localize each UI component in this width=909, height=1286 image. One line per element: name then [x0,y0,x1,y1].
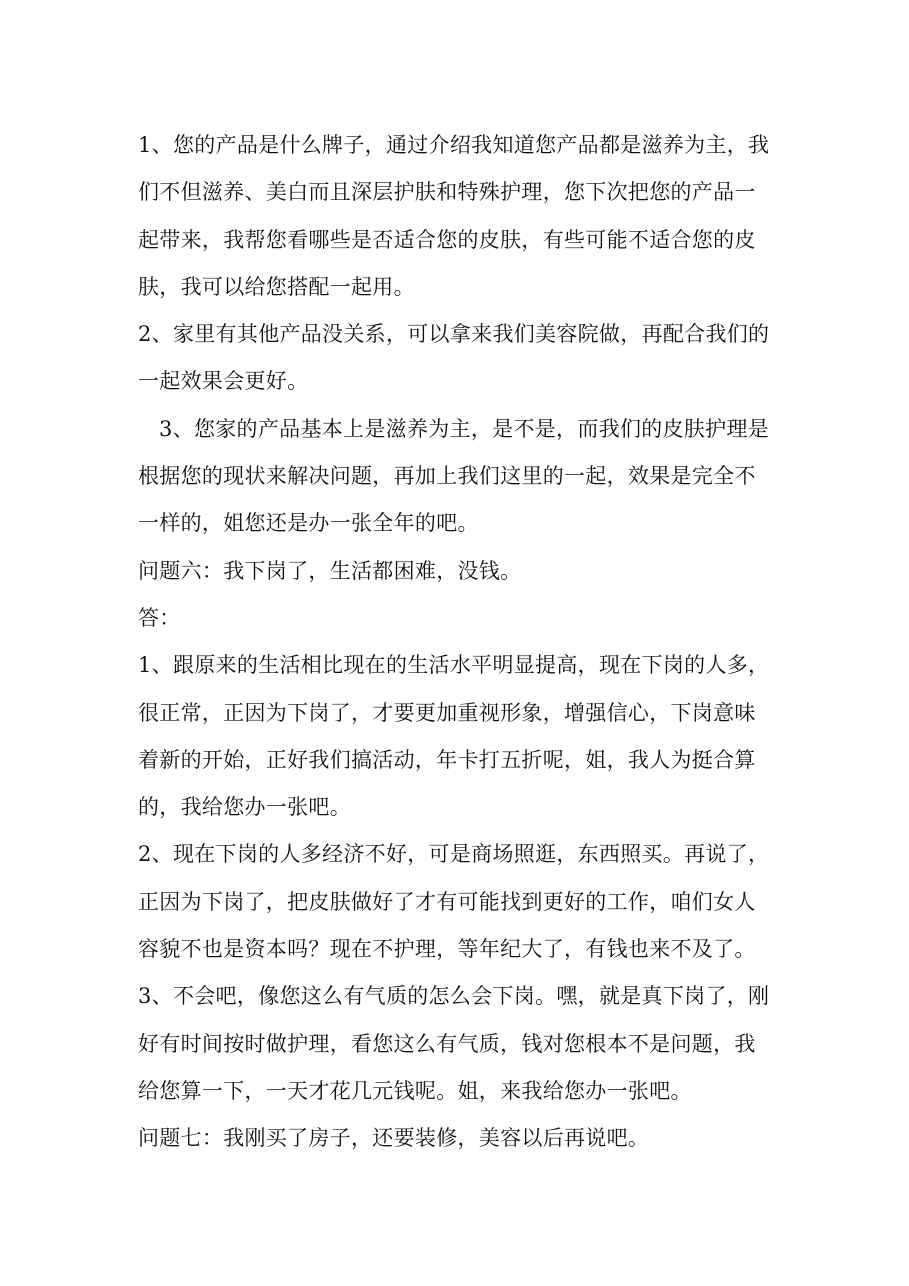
text-line: 一样的，姐您还是办一张全年的吧。 [138,511,479,536]
text-line: 很正常，正因为下岗了，才要更加重视形象，增强信心，下岗意味 [138,700,756,725]
text-line: 1、跟原来的生活相比现在的生活水平明显提高，现在下岗的人多， [138,653,770,678]
text-line: 1、您的产品是什么牌子，通过介绍我知道您产品都是滋养为主，我 [138,133,770,157]
text-line: 3、您家的产品基本上是滋养为主，是不是，而我们的皮肤护理是 [159,416,770,441]
text-line: 肤，我可以给您搭配一起用。 [138,274,415,299]
text-line: 2、家里有其他产品没关系，可以拿来我们美容院做，再配合我们的 [138,322,770,347]
question-heading: 问题六：我下岗了，生活都困难，没钱。 [138,558,522,583]
text-line: 一起效果会更好。 [138,369,309,394]
text-line: 着新的开始，正好我们搞活动，年卡打五折呢，姐，我人为挺合算 [138,747,756,772]
text-line: 起带来，我帮您看哪些是否适合您的皮肤，有些可能不适合您的皮 [138,227,756,252]
text-line: 的，我给您办一张吧。 [138,795,351,820]
question-heading: 问题七：我刚买了房子，还要装修，美容以后再说吧。 [138,1126,650,1151]
text-line: 好有时间按时做护理，看您这么有气质，钱对您根本不是问题，我 [138,1031,756,1056]
text-line: 正因为下岗了，把皮肤做好了才有可能找到更好的工作，咱们女人 [138,889,756,914]
answer-label: 答： [138,605,181,630]
text-line: 给您算一下，一天才花几元钱呢。姐，来我给您办一张吧。 [138,1078,692,1103]
document-body [138,122,778,1163]
text-line: 根据您的现状来解决问题，再加上我们这里的一起，效果是完全不 [138,464,756,489]
text-line: 们不但滋养、美白而且深层护肤和特殊护理，您下次把您的产品一 [138,180,756,205]
text-line: 3、不会吧，像您这么有气质的怎么会下岗。嘿，就是真下岗了，刚 [138,984,770,1009]
text-line: 容貌不也是资本吗？现在不护理，等年纪大了，有钱也来不及了。 [138,937,756,962]
text-line: 2、现在下岗的人多经济不好，可是商场照逛，东西照买。再说了， [138,842,770,867]
